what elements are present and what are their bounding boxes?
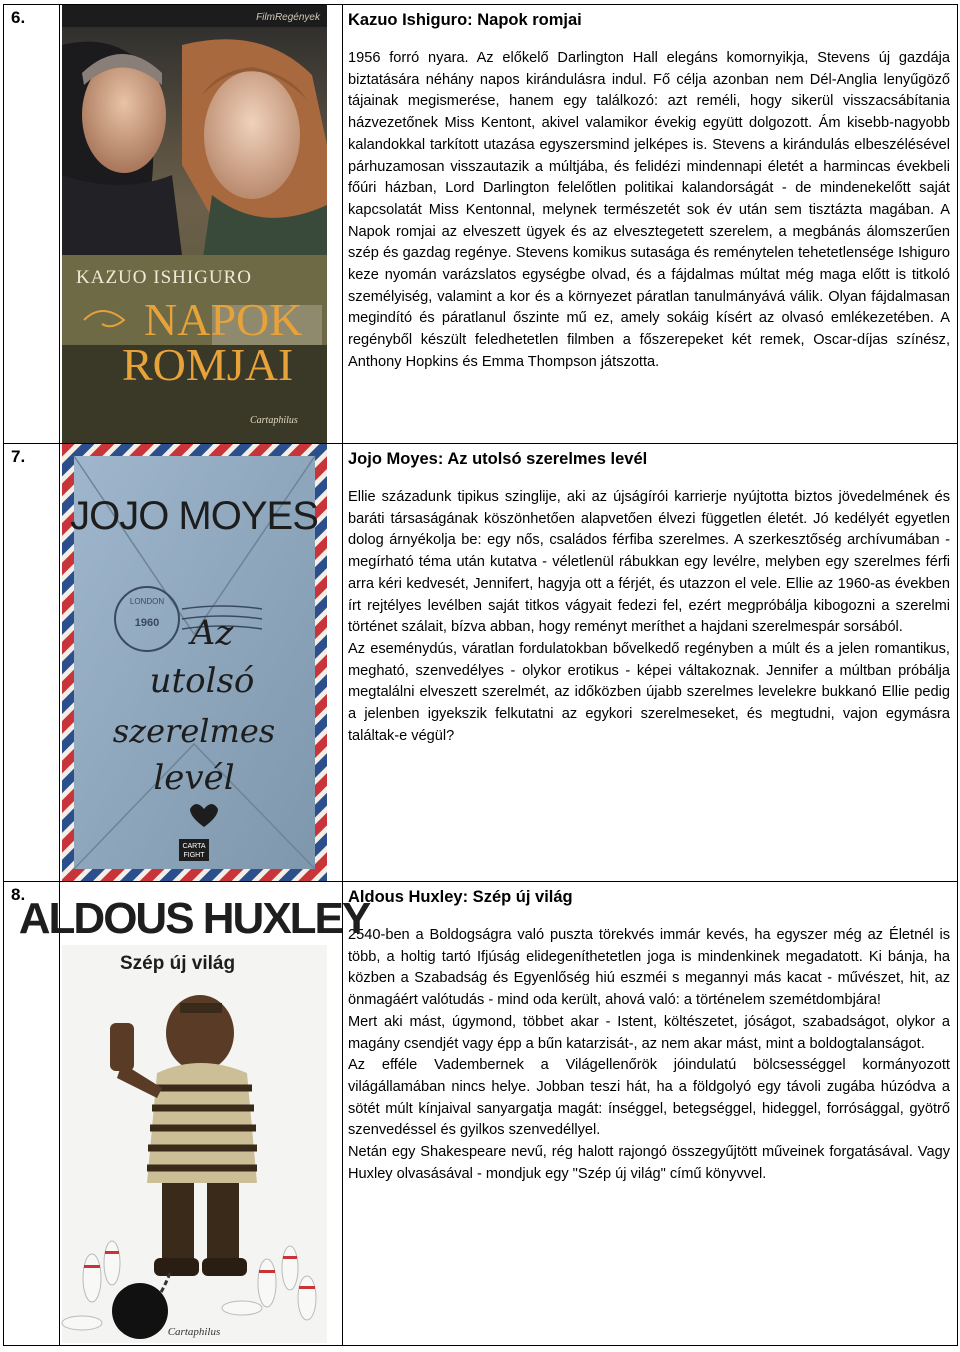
book-title: Jojo Moyes: Az utolsó szerelmes levél [348, 450, 648, 468]
cover-title-line3: szerelmes [112, 712, 276, 750]
cover-title-line1: NAPOK [144, 294, 303, 345]
cover-postmark-date: 1960 [134, 617, 160, 629]
book-description-cell [343, 882, 958, 1346]
book-description-cell [343, 444, 958, 882]
book-cover-utolso-szerelmes-level [62, 444, 342, 881]
book-row [4, 882, 958, 1346]
cover-author: KAZUO ISHIGURO [76, 267, 253, 288]
cover-publisher-line2: FIGHT [183, 852, 205, 859]
book-description [348, 48, 950, 374]
description-paragraph: Az efféle Vadembernek a Világellenőrök jóindulatú bölcsességgel kormányozott világállamában nincs helye. Jobban teszi hát, ha a földgolyó egy távoli zugába húzódva a sötét múlt kínjaival sanyargatja magát: ínséggel, betegséggel, hideggel, forrósággal, gyötrő szenvedéssel és gyilkos szenvedéllyel. [348, 1057, 950, 1139]
book-list-table [3, 4, 958, 1346]
cover-title: Szép új világ [120, 953, 236, 974]
book-number: 8. [4, 882, 60, 1346]
cover-author: JOJO MOYES [70, 494, 318, 538]
cover-postmark-city: LONDON [129, 597, 165, 606]
book-cover-cell [60, 444, 343, 882]
book-description [348, 487, 950, 747]
book-description-cell [343, 5, 958, 444]
cover-publisher: Cartaphilus [167, 1326, 221, 1338]
book-number: 6. [4, 5, 60, 444]
book-cover-napok-romjai [62, 5, 342, 443]
book-title: Kazuo Ishiguro: Napok romjai [348, 11, 582, 29]
book-cover-cell [60, 5, 343, 444]
book-description [348, 925, 950, 1185]
cover-publisher-line1: CARTA [182, 843, 206, 850]
cover-author: ALDOUS HUXLEY [18, 894, 370, 943]
description-paragraph: 1956 forró nyara. Az előkelő Darlington Hall elegáns komornyikja, Stevens új gazdája biztatására néhány napos kirándulásra indul. Fő célja azonban nem Dél-Anglia lenyűgöző tájainak megismerése, hanem egy találkozó: azt reméli, hogy sikerül visszacsábítania házvezetőnek Miss Kentont, akivel valamikor évekig együtt dolgozott. Ám kisebb-nagyobb kalandokkal tarkított utazása egyszersmind jelképes is. Stevens a kirándulás elbeszélésével párhuzamosan visszautazik a múltjába, és felidézi mindennapi életét a harmincas évekbeli főúri házban, Lord Darlington felelőtlen politikai kalandorságát - de mindenekelőtt saját kapcsolatát Miss Kentonnal, melynek természetét sok év után sem tisztázta magában. A Napok romjai az elveszett ügyek és az elvesztegetett szerelem, a megbánás álomszerűen szép és gazdag regénye. Stevens komikus sutasága és reménytelen tehetetlensége Ishiguro keze nyomán varázslatos egységbe olvad, és a fájdalmas múltat még maga előtt is titkoló személyiség, valamint a kor és a környezet páratlan tanulmányává válik. Olyan fájdalmasan megindító és páratlanul őszinte mű ez, amely sokáig kísért az olvasó emlékezetében. A regényből készült feledhetetlen filmben a főszerepeket két remek, Oscar-díjas színész, Anthony Hopkins és Emma Thompson játszotta. [348, 50, 950, 370]
description-paragraph: Az eseménydús, váratlan fordulatokban bővelkedő regényben a múlt és a jelen romantikus, megható, szenvedélyes - olykor erotikus - képei váltakoznak. Jennifer a múltban próbálja megtalálni elveszett szerelmét, az időközben újabb szerelmes levelekre bukkanó Ellie pedig a jelenben igyekszik felkutatni az egykori szerelmeseket, és megtudni, vajon egymásra találtak-e végül? [348, 640, 950, 744]
cover-publisher: Cartaphilus [250, 415, 298, 426]
description-paragraph: Ellie századunk tipikus szinglije, aki az újságírói karrierje nyújtotta biztos jövedelmének és baráti társaságának köszönhetően alapvetően élvezi független életét. Jó kedélyét egyetlen dolog árnyékolja be: egy nős, családos férfiba szerelmes. A szerkesztőség archívumában - megírható téma után kutatva - véletlenül rábukkan egy levélre, melyben egy szerelmes férfi arra kéri kedvesét, Jennifert, hagyja ott a férjét, és utazzon el vele. Ellie az 1960-as években írt rejtélyes levélben saját titkos vágyait fedezi fel, ezért megpróbálja kibogozni a szerelmi történet szálait, bízva abban, hogy reményt meríthet a hajdani szerelmespár sorsából. [348, 489, 950, 636]
cover-title-line2: utolsó [149, 661, 255, 701]
book-row [4, 5, 958, 444]
description-paragraph: 2540-ben a Boldogságra való puszta törekvés immár kevés, ha egyszer még az Életnél is több, a holtig tartó Ifjúság elidegeníthetetlen joga is mindenkinek megadatott. Ki bánja, ha közben a Szabadság és Egyenlőség hiú eszméi s megannyi más kacat - művészet, hit, az önmagáért valótudás - mind oda került, ahová való: a történelem szemétdombjára! [348, 927, 950, 1009]
cover-series-label: FilmRegények [256, 12, 320, 23]
book-row [4, 444, 958, 882]
cover-title-line1: Az [190, 613, 234, 653]
cover-title-line4: levél [153, 758, 235, 798]
book-title: Aldous Huxley: Szép új világ [348, 888, 573, 906]
book-number: 7. [4, 444, 60, 882]
book-cover-szep-uj-vilag [18, 883, 370, 1343]
book-cover-cell [18, 882, 370, 1346]
description-paragraph: Netán egy Shakespeare nevű, rég halott rajongó összegyűjtött műveinek forgatásával. Vagy Huxley olvasásával - mondjuk egy "Szép új világ" című könyvvel. [348, 1144, 950, 1182]
description-paragraph: Mert aki mást, úgymond, többet akar - Istent, költészetet, jóságot, szabadságot, olykor a magány csendjét vagy épp a bűn katarzisát-, az nem akar mást, mint a boldogtalanságot. [348, 1013, 950, 1052]
cover-title-line2: ROMJAI [122, 339, 294, 390]
